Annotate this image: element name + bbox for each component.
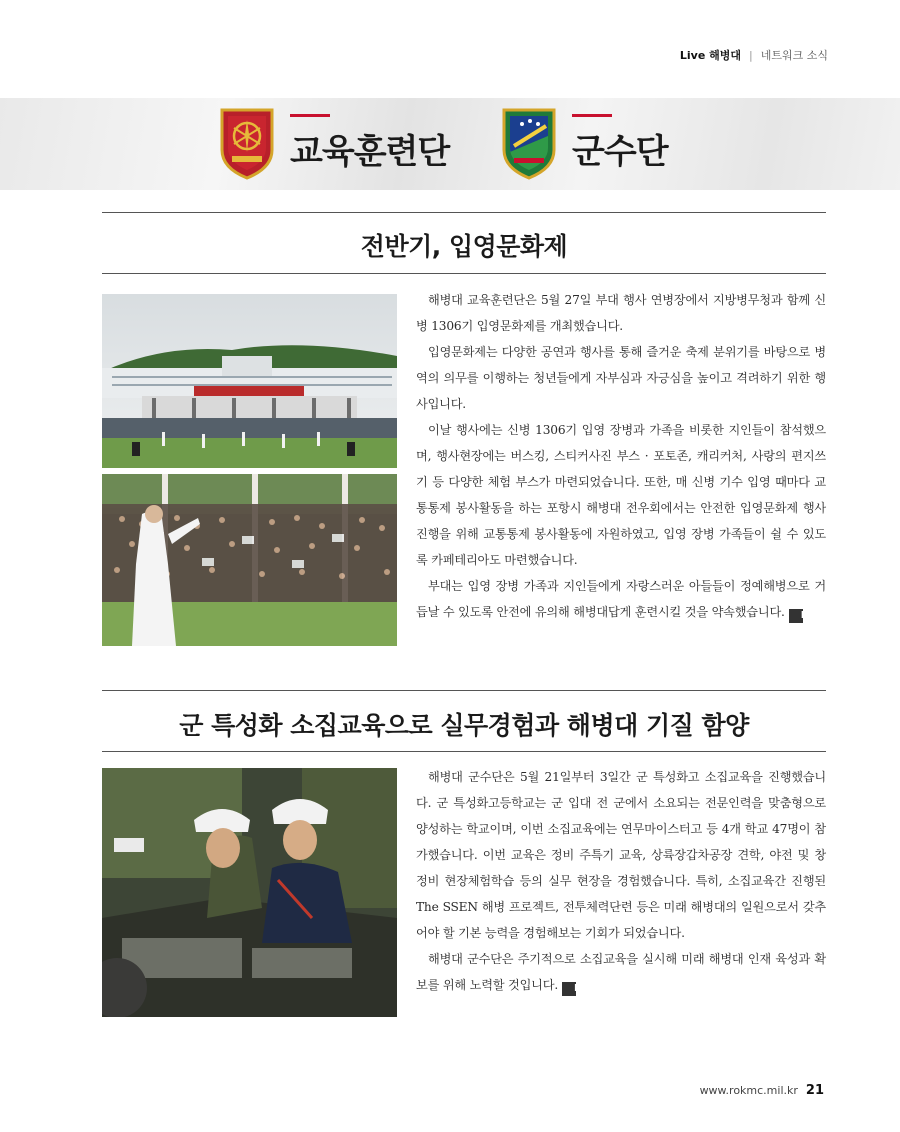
article2-top-rule (102, 690, 826, 691)
article1-paragraph-3: 이날 행사에는 신병 1306기 입영 장병과 가족을 비롯한 지인들이 참석했으며, 행사현장에는 버스킹, 스티커사진 부스 · 포토존, 캐리커처, 사랑의 편지쓰기 등 다양한 체험 부스가 마련되었습니다. 또한, 매 신병 기수 입영 때마다 교통통제 봉사활동을 하는 포항시 해병대 전우회에서는 안전한 입영문화제 행사진행을 위해 교통통제 봉사활동에 자원하였고, 입영 장병 가족들이 쉴 수 있도록 카페테리아도 마련했습니다. (416, 423, 826, 567)
article1-paragraph-4-text: 부대는 입영 장병 가족과 지인들에게 자랑스러운 아들들이 정예해병으로 거듭날 수 있도록 안전에 유의해 해병대답게 훈련시킬 것을 약속했습니다. (416, 579, 826, 619)
magazine-section-label: Live 해병대 (679, 49, 742, 62)
subsection-label: 네트워크 소식 (760, 49, 828, 62)
page-number: 21 (805, 1083, 824, 1098)
page-footer (700, 1083, 824, 1098)
unit-banner (0, 98, 900, 190)
article1-bottom-rule (102, 273, 826, 274)
article1-paragraph-4 (416, 573, 826, 625)
article1-body (416, 287, 826, 625)
training-command-emblem-icon (218, 106, 276, 180)
article1-photo-crowd-stands (102, 474, 397, 646)
article2-bottom-rule (102, 751, 826, 752)
header-separator: | (749, 48, 753, 62)
article2-paragraph-1: 해병대 군수단은 5월 21일부터 3일간 군 특성화고 소집교육을 진행했습니다. 군 특성화고등학교는 군 입대 전 군에서 소요되는 전문인력을 맞춤형으로 양성하는 학교이며, 이번 소집교육에는 연무마이스터고 등 4개 학교 47명이 참가했습니다. 이번 교육은 정비 주특기 교육, 상륙장갑차공장 견학, 야전 및 창 정비 현장체험학습 등의 실무 현장을 경험했습니다. 특히, 소집교육간 진행된 The SSEN 해병 프로젝트, 전투체력단련 등은 미래 해병대의 일원으로서 갖추어야 할 기본 능력을 경험해보는 기회가 되었습니다. (416, 770, 826, 940)
end-mark-icon: M (789, 609, 803, 623)
website-url[interactable]: www.rokmc.mil.kr (699, 1084, 798, 1097)
article2-paragraph-2-text: 해병대 군수단은 주기적으로 소집교육을 실시해 미래 해병대 인재 육성과 확보를 위해 노력할 것입니다. (416, 952, 826, 992)
article1-title: 전반기, 입영문화제 (360, 232, 568, 261)
unit-title-logistics: 군수단 (572, 131, 668, 172)
article2-body (416, 764, 826, 998)
unit-logistics-command (500, 106, 668, 180)
unit-training-command (218, 106, 449, 180)
article1-top-rule (102, 212, 826, 213)
unit-title-training: 교육훈련단 (290, 131, 450, 172)
article1-paragraph-1: 해병대 교육훈련단은 5월 27일 부대 행사 연병장에서 지방병무청과 함께 신병 1306기 입영문화제를 개최했습니다. (416, 293, 826, 333)
article2-title: 군 특성화 소집교육으로 실무경험과 해병대 기질 함양 (179, 711, 749, 740)
running-header (680, 47, 828, 63)
logistics-command-emblem-icon (500, 106, 558, 180)
article2-photo-students-engine (102, 768, 397, 1017)
end-mark-icon: M (562, 982, 576, 996)
article1-paragraph-2: 입영문화제는 다양한 공연과 행사를 통해 즐거운 축제 분위기를 바탕으로 병역의 의무를 이행하는 청년들에게 자부심과 자긍심을 높이고 격려하기 위한 행사입니다. (416, 345, 826, 411)
article1-photo-parade-ground (102, 294, 397, 468)
article2-paragraph-2 (416, 946, 826, 998)
